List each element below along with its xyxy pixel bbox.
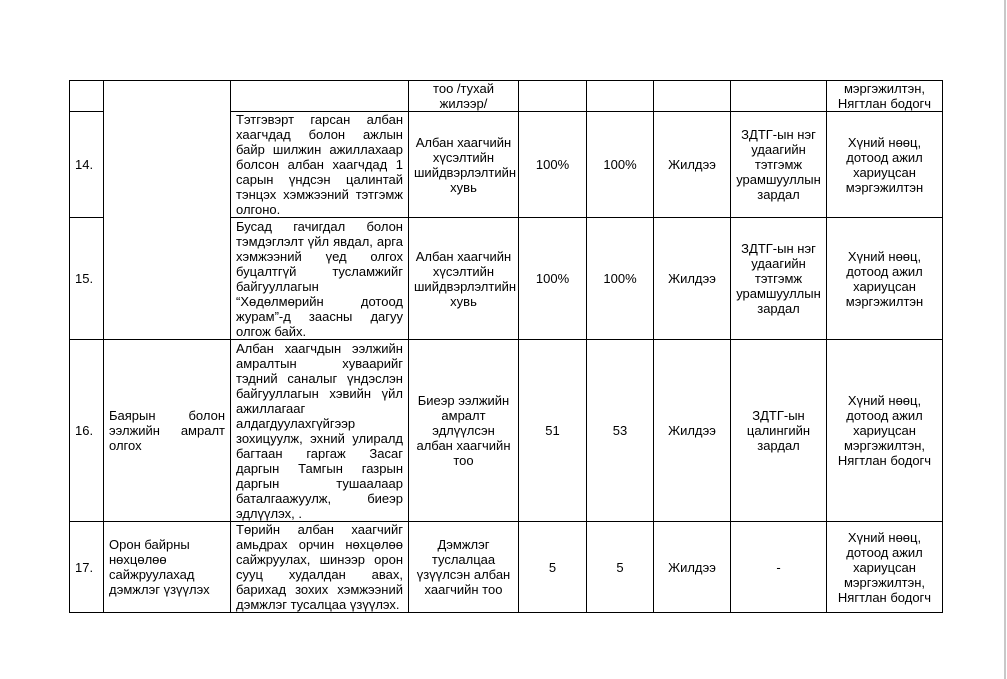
cell-description (231, 81, 409, 112)
cell-target: 5 (587, 522, 654, 613)
cell-period: Жилдээ (654, 522, 731, 613)
cell-responsible: Хүний нөөц, дотоод ажил хариуцсан мэргэжилтэн, Нягтлан бодогч (827, 522, 943, 613)
cell-baseline: 100% (519, 218, 587, 340)
cell-indicator: Албан хаагчийн хүсэлтийн шийдвэрлэлтийн хувь (409, 218, 519, 340)
cell-responsible: Хүний нөөц, дотоод ажил хариуцсан мэргэжилтэн (827, 112, 943, 218)
table-row (70, 522, 943, 613)
cell-target: 100% (587, 218, 654, 340)
cell-funding: - (731, 522, 827, 613)
cell-description: Бусад гачигдал болон тэмдэглэлт үйл явдал, арга хэмжээний үед олгох буцалтгүй тусламжийг байгууллагын “Хөдөлмөрийн дотоод журам”-д заасны дагуу олгож байх. (231, 218, 409, 340)
cell-no: 17. (70, 522, 104, 613)
cell-description: Албан хаагчдын ээлжийн амралтын хуваарийг тэдний саналыг үндэслэн байгууллагын хэвийн үйл ажиллагааг алдагдуулахгүйгээр зохицуулж, эхний улиралд багтаан гаргаж Засаг даргын Тамгын газрын даргын тушаалаар баталгаажуулж, биеэр эдлүүлэх, . (231, 340, 409, 522)
cell-no: 14. (70, 112, 104, 218)
cell-baseline: 51 (519, 340, 587, 522)
cell-baseline: 100% (519, 112, 587, 218)
cell-no: 16. (70, 340, 104, 522)
cell-period: Жилдээ (654, 112, 731, 218)
cell-funding: ЗДТГ-ын цалингийн зардал (731, 340, 827, 522)
plan-table (69, 80, 943, 613)
cell-period (654, 81, 731, 112)
cell-funding: ЗДТГ-ын нэг удаагийн тэтгэмж урамшууллын зардал (731, 112, 827, 218)
cell-indicator: Биеэр ээлжийн амралт эдлүүлсэн албан хаагчийн тоо (409, 340, 519, 522)
cell-baseline: 5 (519, 522, 587, 613)
cell-funding (731, 81, 827, 112)
table-row-continuation (70, 81, 943, 112)
cell-target (587, 81, 654, 112)
cell-baseline (519, 81, 587, 112)
cell-responsible: Хүний нөөц, дотоод ажил хариуцсан мэргэжилтэн, Нягтлан бодогч (827, 340, 943, 522)
cell-responsible: Хүний нөөц, дотоод ажил хариуцсан мэргэжилтэн (827, 218, 943, 340)
cell-funding: ЗДТГ-ын нэг удаагийн тэтгэмж урамшууллын зардал (731, 218, 827, 340)
cell-period: Жилдээ (654, 218, 731, 340)
cell-indicator: тоо /тухай жилээр/ (409, 81, 519, 112)
cell-no: 15. (70, 218, 104, 340)
cell-target: 53 (587, 340, 654, 522)
cell-activity-merged (104, 81, 231, 340)
cell-activity: Баярын болон ээлжийн амралт олгох (104, 340, 231, 522)
cell-responsible: мэргэжилтэн, Нягтлан бодогч (827, 81, 943, 112)
cell-indicator: Дэмжлэг туслалцаа үзүүлсэн албан хаагчийн тоо (409, 522, 519, 613)
cell-description: Тэтгэвэрт гарсан албан хаагчдад болон ажлын байр шилжин ажиллахаар болсон албан хаагчдад 1 сарын үндсэн цалинтай тэнцэх хэмжээний тэтгэмж олгоно. (231, 112, 409, 218)
cell-target: 100% (587, 112, 654, 218)
cell-activity: Орон байрны нөхцөлөө сайжруулахад дэмжлэг үзүүлэх (104, 522, 231, 613)
table-row (70, 340, 943, 522)
cell-description: Төрийн албан хаагчийг амьдрах орчин нөхцөлөө сайжруулах, шинээр орон сууц худалдан авах, барихад зохих хэмжээний дэмжлэг тусалцаа үзүүлэх. (231, 522, 409, 613)
cell-period: Жилдээ (654, 340, 731, 522)
cell-indicator: Албан хаагчийн хүсэлтийн шийдвэрлэлтийн хувь (409, 112, 519, 218)
cell-no (70, 81, 104, 112)
page-edge-divider (1004, 0, 1006, 679)
